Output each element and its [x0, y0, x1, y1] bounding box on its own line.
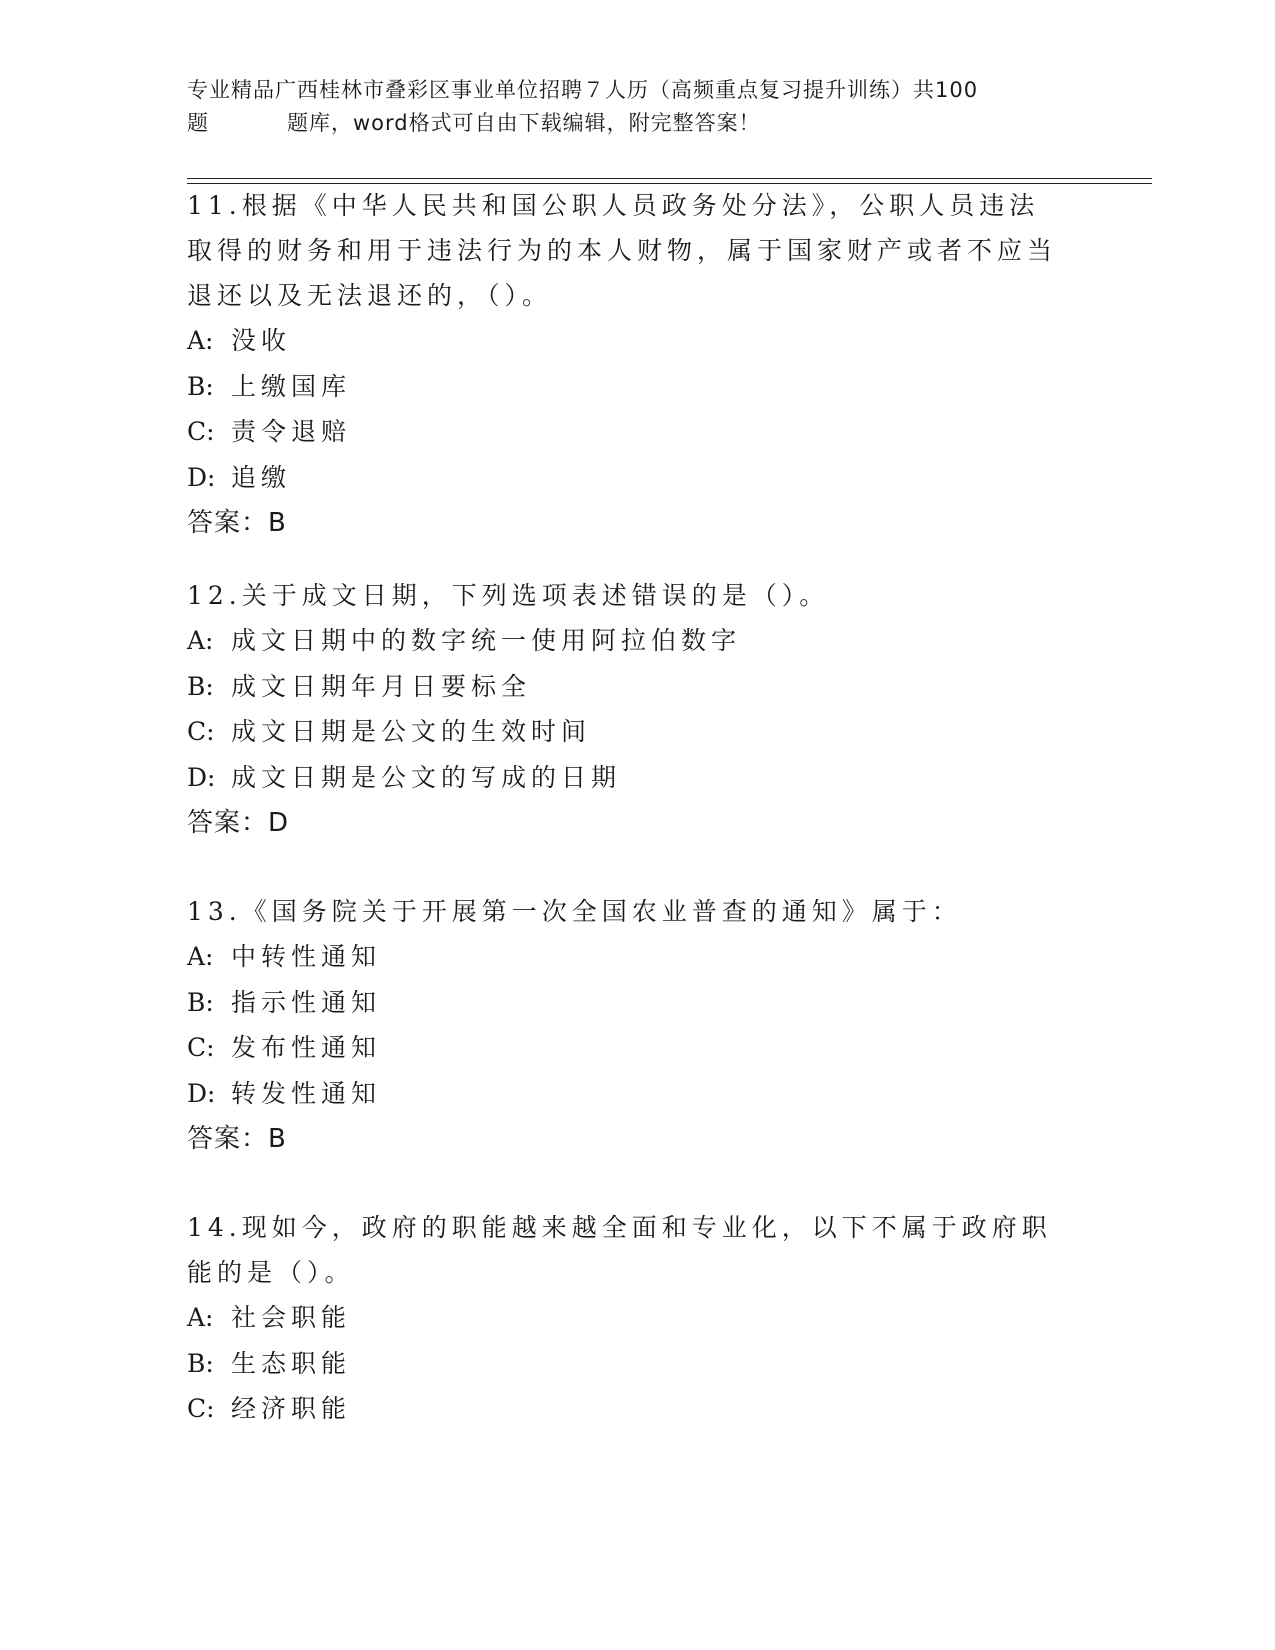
- header-subtitle-line: [187, 107, 1087, 140]
- question-14: [187, 1205, 1067, 1432]
- option-letter: B:: [187, 371, 214, 401]
- option-a: [187, 934, 1067, 980]
- question-12: [187, 573, 1067, 846]
- question-stem: 14.现如今，政府的职能越来越全面和专业化，以下不属于政府职能的是（）。: [187, 1213, 1052, 1287]
- answer-line: 答案：B: [187, 1124, 287, 1154]
- option-c: [187, 409, 1067, 455]
- option-b: [187, 364, 1067, 410]
- option-d: [187, 1071, 1067, 1117]
- header-subtitle-text: 题库，word格式可自由下载编辑，附完整答案！: [287, 111, 761, 135]
- option-letter: D:: [187, 1078, 216, 1108]
- option-text: 追缴: [231, 462, 292, 492]
- option-text: 中转性通知: [231, 942, 382, 971]
- option-c: [187, 1025, 1067, 1071]
- option-text: 责令退赔: [231, 417, 352, 446]
- option-letter: A:: [187, 326, 214, 355]
- option-letter: A:: [187, 626, 214, 655]
- option-text: 发布性通知: [231, 1033, 382, 1062]
- option-text: 成文日期是公文的写成的日期: [231, 762, 622, 792]
- answer-line: 答案：B: [187, 508, 287, 538]
- option-d: [187, 455, 1067, 501]
- option-a: [187, 618, 1067, 664]
- option-text: 生态职能: [231, 1348, 352, 1378]
- question-stem: 12.关于成文日期，下列选项表述错误的是（）。: [187, 581, 830, 610]
- option-text: 转发性通知: [231, 1078, 382, 1108]
- question-stem: 13.《国务院关于开展第一次全国农业普查的通知》属于：: [187, 897, 962, 926]
- option-text: 社会职能: [231, 1303, 352, 1332]
- option-letter: D:: [187, 762, 216, 792]
- option-text: 没收: [231, 326, 292, 355]
- header-title-line: 专业精品广西桂林市叠彩区事业单位招聘７人历（高频重点复习提升训练）共100: [187, 78, 979, 102]
- option-letter: B:: [187, 1348, 214, 1378]
- option-letter: A:: [187, 942, 214, 971]
- option-b: [187, 1341, 1067, 1387]
- option-text: 经济职能: [231, 1394, 352, 1423]
- option-text: 成文日期中的数字统一使用阿拉伯数字: [231, 626, 742, 655]
- header-subtitle-lead: 题: [187, 111, 209, 135]
- answer-line: 答案：D: [187, 808, 290, 838]
- option-letter: C:: [187, 1394, 215, 1423]
- option-b: [187, 980, 1067, 1026]
- option-a: [187, 1295, 1067, 1341]
- question-13: [187, 889, 1067, 1162]
- document-header: [187, 74, 1087, 140]
- option-letter: C:: [187, 717, 215, 746]
- option-a: [187, 318, 1067, 364]
- question-stem: 11.根据《中华人民共和国公职人员政务处分法》，公职人员违法取得的财务和用于违法行为的本人财物，属于国家财产或者不应当退还以及无法退还的，（）。: [187, 191, 1058, 310]
- option-letter: A:: [187, 1303, 214, 1332]
- option-letter: C:: [187, 1033, 215, 1062]
- option-c: [187, 709, 1067, 755]
- option-text: 指示性通知: [231, 987, 382, 1017]
- option-letter: C:: [187, 417, 215, 446]
- header-divider-top: [187, 178, 1152, 179]
- option-text: 上缴国库: [231, 371, 352, 401]
- option-text: 成文日期是公文的生效时间: [231, 717, 592, 746]
- option-b: [187, 664, 1067, 710]
- option-d: [187, 755, 1067, 801]
- option-letter: B:: [187, 671, 214, 701]
- question-11: [187, 183, 1067, 546]
- option-c: [187, 1386, 1067, 1432]
- option-letter: D:: [187, 462, 216, 492]
- option-letter: B:: [187, 987, 214, 1017]
- option-text: 成文日期年月日要标全: [231, 671, 532, 701]
